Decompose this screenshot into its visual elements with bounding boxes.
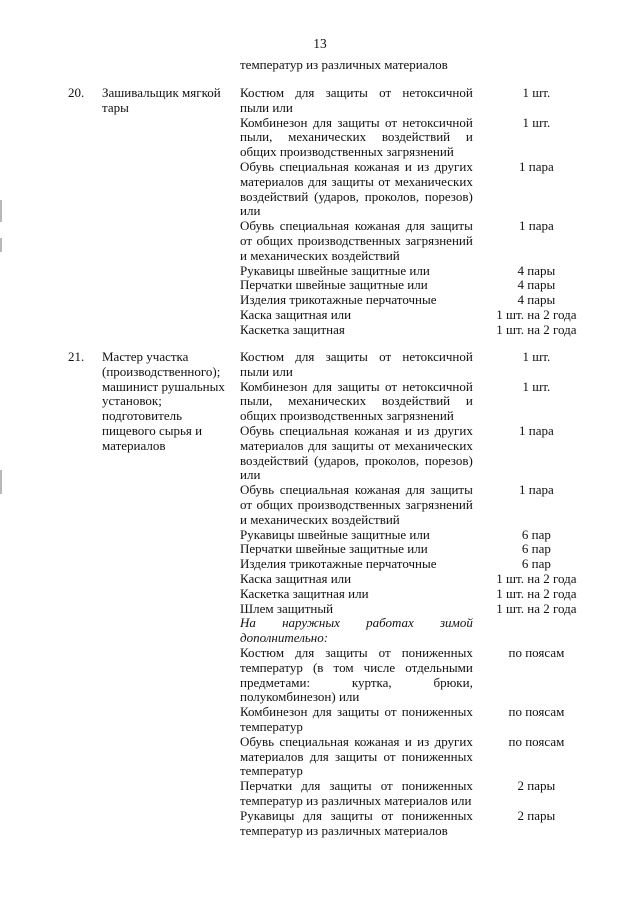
item-quantity: 1 пара xyxy=(519,158,554,174)
scan-edge-mark xyxy=(0,238,2,252)
item-row xyxy=(240,572,600,587)
item-name: Комбинезон для защиты от нетоксичной пыли, механических воздействий и общих производственных загрязнений xyxy=(240,378,473,424)
item-quantity: 1 пара xyxy=(519,482,554,498)
entry-profession: Зашивальщик мягкой тары xyxy=(102,85,221,115)
item-row xyxy=(240,616,600,646)
entry-number: 21. xyxy=(68,349,85,364)
item-row xyxy=(240,735,600,779)
item-quantity: 1 шт. на 2 года xyxy=(496,585,577,601)
item-quantity: по поясам xyxy=(508,704,565,720)
item-name: Рукавицы швейные защитные или xyxy=(240,262,430,278)
item-row xyxy=(240,602,600,617)
item-name: Перчатки швейные защитные или xyxy=(240,541,428,557)
item-row xyxy=(240,587,600,602)
item-quantity: 6 пар xyxy=(521,556,551,572)
item-row xyxy=(240,116,600,160)
scan-edge-mark xyxy=(0,470,2,494)
item-name: Обувь специальная кожаная и из других материалов для защиты от пониженных температур xyxy=(240,733,473,779)
item-row xyxy=(240,528,600,543)
item-name: Каска защитная или xyxy=(240,306,352,322)
item-row xyxy=(240,350,600,380)
item-row xyxy=(240,483,600,527)
item-row xyxy=(240,293,600,308)
item-name: Обувь специальная кожаная для защиты от общих производственных загрязнений и механических воздействий xyxy=(240,482,473,527)
item-row xyxy=(240,160,600,219)
item-name: Изделия трикотажные перчаточные xyxy=(240,556,437,572)
continuation-line: температур из различных материалов xyxy=(240,57,448,72)
item-quantity: 1 шт. xyxy=(522,85,551,100)
item-quantity: 4 пары xyxy=(517,277,556,293)
item-name: Перчатки для защиты от пониженных температур из различных материалов или xyxy=(240,778,473,808)
item-name: Комбинезон для защиты от нетоксичной пыли, механических воздействий и общих производственных загрязнений xyxy=(240,114,473,160)
scan-edge-mark xyxy=(0,200,2,222)
item-row xyxy=(240,308,600,323)
item-name: Обувь специальная кожаная и из других материалов для защиты от механических воздействий (ударов, проколов, порезов) или xyxy=(240,422,473,483)
item-quantity: 1 шт. на 2 года xyxy=(496,306,577,322)
item-quantity: 2 пары xyxy=(517,807,556,823)
item-quantity: 1 шт. на 2 года xyxy=(496,600,577,616)
item-name: Комбинезон для защиты от пониженных температур xyxy=(240,704,473,734)
item-name: Шлем защитный xyxy=(240,600,334,616)
item-name: Рукавицы для защиты от пониженных температур из различных материалов xyxy=(240,807,473,838)
item-row xyxy=(240,219,600,263)
item-quantity: 1 шт. xyxy=(522,114,551,130)
item-quantity: 1 шт. xyxy=(522,349,551,364)
item-quantity: по поясам xyxy=(508,733,565,749)
item-name: Обувь специальная кожаная для защиты от общих производственных загрязнений и механических воздействий xyxy=(240,218,473,263)
item-row xyxy=(240,542,600,557)
item-name: Каска защитная или xyxy=(240,570,352,586)
item-row xyxy=(240,809,600,839)
item-row xyxy=(240,278,600,293)
item-row xyxy=(240,557,600,572)
entry-items xyxy=(240,86,600,338)
item-quantity: 1 шт. на 2 года xyxy=(496,321,577,337)
item-row xyxy=(240,323,600,338)
item-name: Костюм для защиты от нетоксичной пыли или xyxy=(240,85,473,115)
item-quantity: 1 шт. на 2 года xyxy=(496,570,577,586)
item-name: Костюм для защиты от пониженных температур (в том числе отдельными предметами: куртка, брюки, полукомбинезон) или xyxy=(240,644,473,705)
item-row xyxy=(240,424,600,483)
item-quantity: 1 шт. xyxy=(522,378,551,394)
item-name: Обувь специальная кожаная и из других материалов для защиты от механических воздействий (ударов, проколов, порезов) или xyxy=(240,158,473,219)
entry-profession: Мастер участка (производственного); машинист рушальных установок; подготовитель пищевого сырья и материалов xyxy=(102,349,225,453)
item-name: Каскетка защитная xyxy=(240,321,345,337)
entry-items xyxy=(240,350,600,838)
item-quantity: 6 пар xyxy=(521,541,551,557)
item-row xyxy=(240,380,600,424)
item-row xyxy=(240,779,600,809)
entry-number: 20. xyxy=(68,85,85,100)
item-quantity: 4 пары xyxy=(517,262,556,278)
item-quantity: 6 пар xyxy=(521,526,551,542)
page-number: 13 xyxy=(313,36,327,51)
item-quantity: 1 пара xyxy=(519,218,554,234)
item-name: Изделия трикотажные перчаточные xyxy=(240,292,437,308)
item-name: На наружных работах зимой дополнительно: xyxy=(240,615,473,646)
item-row xyxy=(240,264,600,279)
item-name: Перчатки швейные защитные или xyxy=(240,277,428,293)
item-name: Каскетка защитная или xyxy=(240,585,369,601)
item-quantity: 2 пары xyxy=(517,778,556,794)
item-quantity: 4 пары xyxy=(517,292,556,308)
item-row xyxy=(240,646,600,705)
item-name: Рукавицы швейные защитные или xyxy=(240,526,430,542)
item-row xyxy=(240,705,600,735)
item-quantity: по поясам xyxy=(508,644,565,660)
item-quantity: 1 пара xyxy=(519,422,554,438)
item-row xyxy=(240,86,600,116)
item-name: Костюм для защиты от нетоксичной пыли или xyxy=(240,349,473,379)
